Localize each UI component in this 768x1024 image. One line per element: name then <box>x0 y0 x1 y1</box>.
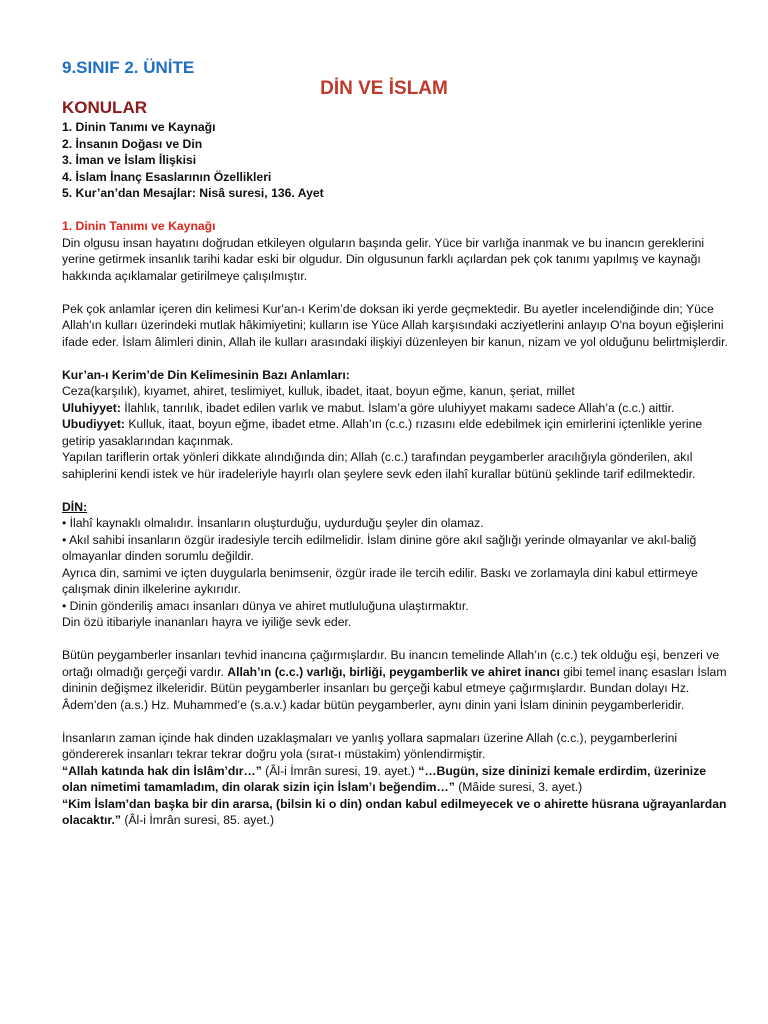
verse-reference: (Mâide suresi, 3. ayet.) <box>454 780 583 794</box>
paragraph: Din olgusu insan hayatını doğrudan etkileyen olguların başında gelir. Yüce bir varlığa inanmak ve bu inancın gereklerini yerine getirmek insanlık tarihi kadar eski bir olgudur. Din olgusunun farklı açılardan pek çok tanımı yapılmış ve kaynağı hakkında açıklamalar getirilmeye çalışılmıştır. <box>62 235 705 283</box>
paragraph: Yapılan tariflerin ortak yönleri dikkate alındığında din; Allah (c.c.) tarafından peygamberler aracılığıyla gönderilen, akıl sahiplerini kendi istek ve hür iradeleriyle hayırlı olan şeylere sevk eden ilahî kurallar bütünü şeklinde tarif edilmektedir. <box>62 450 696 481</box>
unit-label: 9.SINIF 2. ÜNİTE <box>62 58 195 77</box>
verse-quote: “Allah katında hak din İslâm’dır…” <box>62 763 262 778</box>
term: Uluhiyyet: <box>62 400 121 415</box>
spacer <box>62 284 728 301</box>
paragraph <box>62 647 728 713</box>
verse-reference: (Âl-i İmrân suresi, 85. ayet.) <box>120 813 275 827</box>
topic-item: 2. İnsanın Doğası ve Din <box>62 136 203 151</box>
bullet-item: • Dinin gönderiliş amacı insanları dünya ve ahiret mutluluğuna ulaştırmaktır. <box>62 598 469 613</box>
paragraph: Din özü itibariyle inananları hayra ve iyiliğe sevk eder. <box>62 615 352 629</box>
term-text: İlahlık, tanrılık, ibadet edilen varlık ve mabut. İslam’a göre uluhiyyet makamı sadece Allah’a (c.c.) aittir. <box>120 400 675 415</box>
topic-item: 3. İman ve İslam İlişkisi <box>62 153 197 167</box>
text-run: Bütün peygamberler insanları tevhid inancına çağırmışlardır. Bu inancın temelinde Allah’ın (c.c.) tek olduğu eşi, benzeri ve ortağı olmadığı gerçeği vardır. <box>62 648 720 679</box>
ubudiyyet-definition <box>62 416 728 449</box>
spacer <box>62 350 728 367</box>
meanings-list: Ceza(karşılık), kıyamet, ahiret, teslimiyet, kulluk, ibadet, itaat, boyun eğme, kanun, şeriat, millet <box>62 384 575 398</box>
verse-quote: “…Bugün, size dininizi kemale erdirdim, üzerinize olan nimetimi tamamladım, din olarak sizin için İslam’ı beğendim…” <box>62 763 707 794</box>
paragraph: Pek çok anlamlar içeren din kelimesi Kur'an-ı Kerim’de doksan iki yerde geçmektedir. Bu ayetler incelendiğinde din; Yüce Allah'ın kulları üzerindeki mutlak hâkimiyetini; kulların ise Yüce Allah karşısındaki acziyetlerini anlayıp O'na boyun eğişlerini ifade eder. İslam âlimleri dinin, Allah ile kulları arasındaki ilişkiyi düzenleyen bir kanun, nizam ve yol olduğunu belirtmişlerdir. <box>62 301 728 349</box>
topics-list <box>62 119 728 202</box>
bullet-item: • Akıl sahibi insanların özgür iradesiyle tercih edilmelidir. İslam dinine göre akıl sağlığı yerinde olmayanlar ve akıl-baliğ olmayanlar dinden sorumlu değildir. <box>62 532 697 563</box>
spacer <box>62 631 728 648</box>
paragraph: Ayrıca din, samimi ve içten duygularla benimsenir, özgür irade ile tercih edilir. Baskı ve zorlamayla dini kabul ettirmeye çalışmak dinin ilkelerine aykırıdır. <box>62 565 698 596</box>
din-heading: DİN: <box>62 499 88 514</box>
verse-quotes <box>62 763 728 796</box>
paragraph: İnsanların zaman içinde hak dinden uzaklaşmaları ve yanlış yollara sapmaları üzerine Allah (c.c.), peygamberlerini göndererek insanları tekrar tekrar doğru yola (sırat-ı müstakim) yönlendirmiştir. <box>62 730 678 761</box>
term-text: Kulluk, itaat, boyun eğme, ibadet etme. Allah’ın (c.c.) rızasını elde edebilmek için emirlerini içtenlikle yerine getirip yasaklarından kaçınmak. <box>62 417 703 448</box>
term: Ubudiyyet: <box>62 417 125 431</box>
page-title: DİN VE İSLAM <box>320 78 448 99</box>
verse-reference: (Âl-i İmrân suresi, 19. ayet.) <box>261 763 419 778</box>
topics-heading: KONULAR <box>62 98 147 117</box>
document-body <box>62 97 728 829</box>
emphasis: Allah’ın (c.c.) varlığı, birliği, peygamberlik ve ahiret inancı <box>227 664 560 679</box>
text-run: gibi temel inanç esasları İslam dininin değişmez ilkeleridir. Bütün peygamberler insanları bu gerçeği kabul etmeye çağırmışlardır. Bundan dolayı Hz. Âdem’den (a.s.) Hz. Muhammed’e (s.a.v.) kadar bütün peygamberler, aynı dinin yani İslam dininin peygamberleridir. <box>62 664 727 712</box>
spacer <box>62 202 728 219</box>
spacer <box>62 482 728 499</box>
verse-quote: “Kim İslam’dan başka bir din ararsa, (bilsin ki o din) ondan kabul edilmeyecek ve o ahirette hüsrana uğrayanlardan olacaktır.” <box>62 796 727 827</box>
topic-item: 1. Dinin Tanımı ve Kaynağı <box>62 120 216 134</box>
topic-item: 5. Kur’an’dan Mesajlar: Nisâ suresi, 136. Ayet <box>62 186 324 200</box>
uluhiyyet-definition <box>62 400 728 417</box>
verse-quotes <box>62 796 728 829</box>
section-heading: 1. Dinin Tanımı ve Kaynağı <box>62 219 216 233</box>
spacer <box>62 713 728 730</box>
meanings-heading: Kur’an-ı Kerim’de Din Kelimesinin Bazı Anlamları: <box>62 367 350 382</box>
topic-item: 4. İslam İnanç Esaslarının Özellikleri <box>62 169 272 184</box>
bullet-item: • İlahî kaynaklı olmalıdır. İnsanların oluşturduğu, uydurduğu şeyler din olamaz. <box>62 516 484 530</box>
